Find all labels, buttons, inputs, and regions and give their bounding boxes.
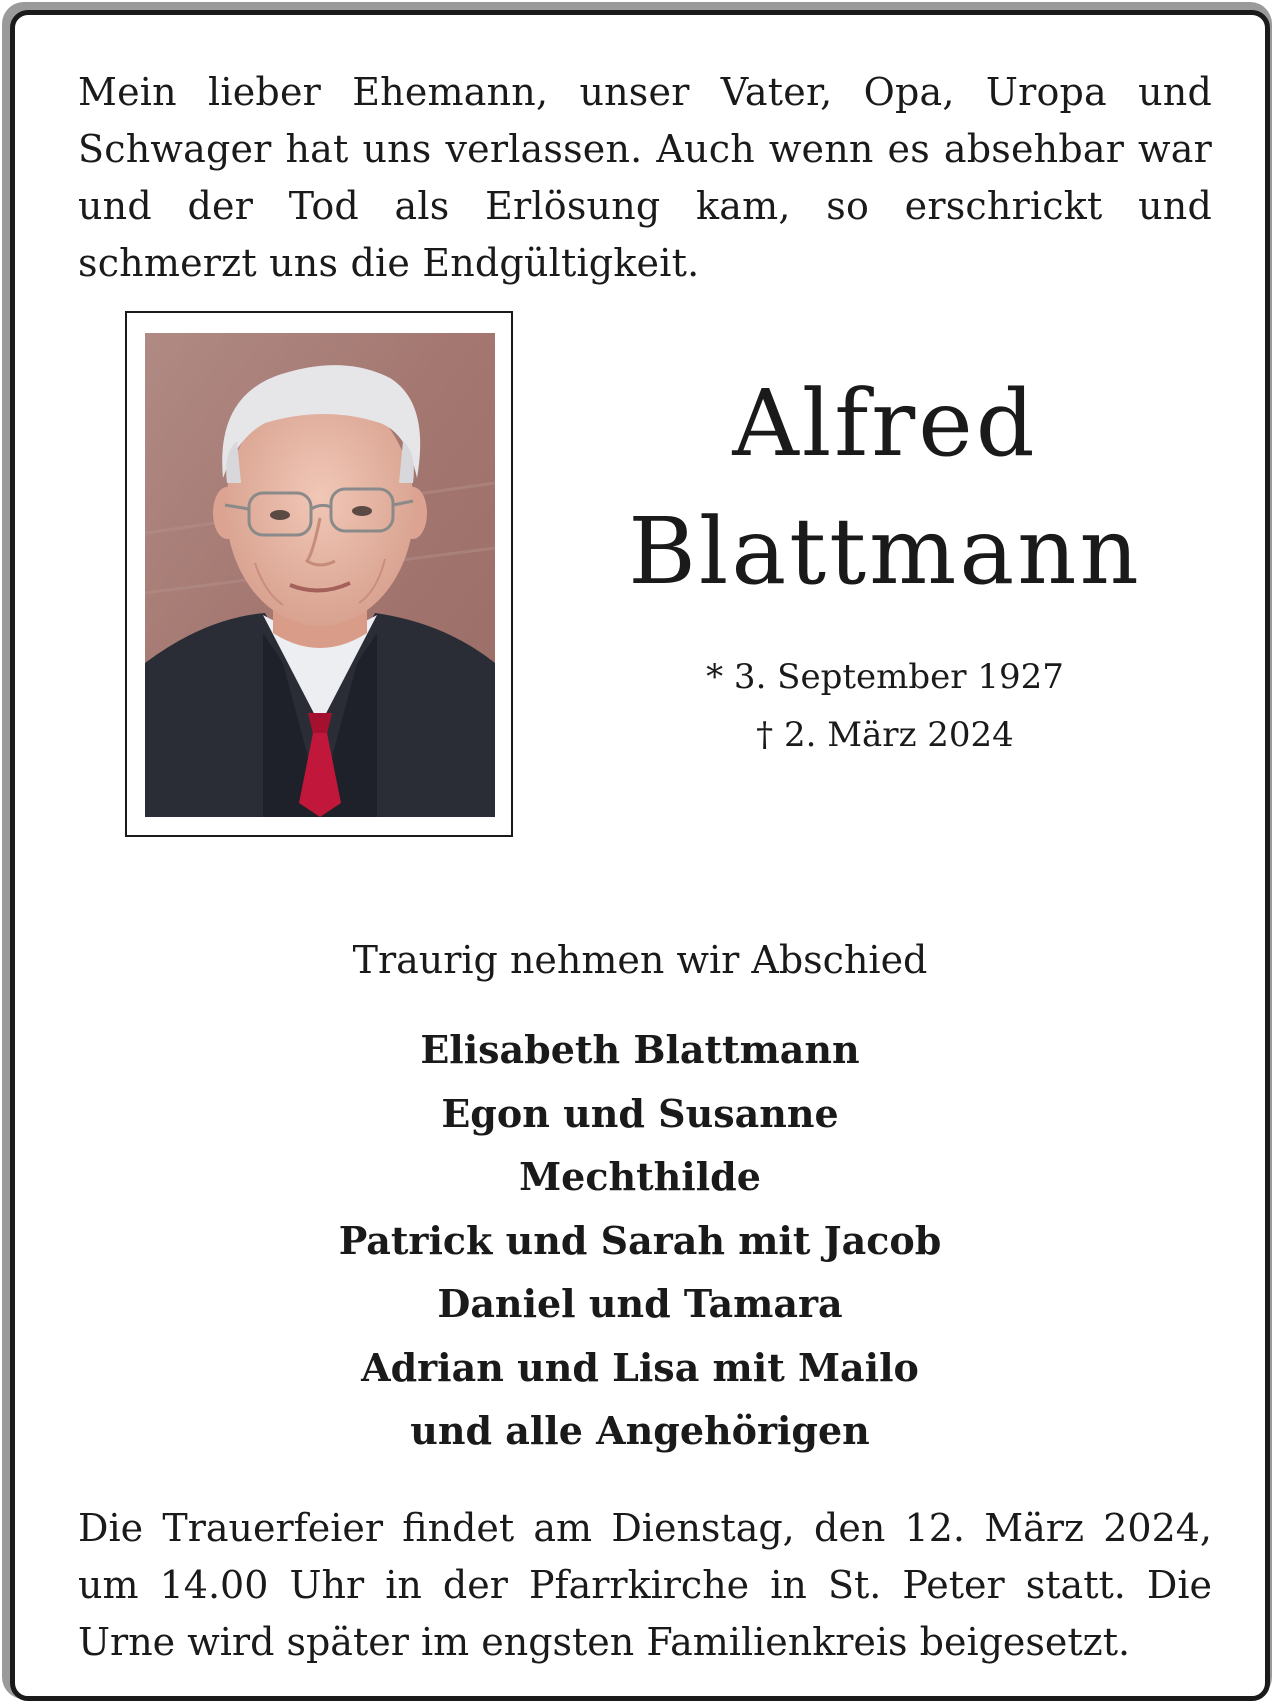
- intro-text: Mein lieber Ehemann, unser Vater, Opa, Uropa und Schwager hat uns verlassen. Auch wenn es absehbar war und der Tod als Erlösung kam, so erschrickt und schmerzt uns die Endgültigkeit.: [78, 70, 1212, 285]
- deceased-last-name: Blattmann: [628, 498, 1142, 605]
- mourner-name: und alle Angehörigen: [410, 1408, 870, 1453]
- portrait-photo: [145, 333, 495, 817]
- mourners-list: [140, 1018, 1140, 1463]
- portrait-frame: [125, 311, 513, 837]
- mourner-name: Patrick und Sarah mit Jacob: [338, 1217, 942, 1263]
- mourner-name: Daniel und Tamara: [437, 1281, 843, 1326]
- service-info: Die Trauerfeier findet am Dienstag, den 12. März 2024, um 14.00 Uhr in der Pfarrkirche in St. Peter statt. Die Urne wird später im engsten Familienkreis beigesetzt.: [78, 1506, 1212, 1664]
- mourner-name: Adrian und Lisa mit Mailo: [361, 1344, 919, 1390]
- mourner-name: Mechthilde: [519, 1154, 761, 1199]
- farewell-line: Traurig nehmen wir Abschied: [352, 938, 928, 982]
- life-dates: [560, 648, 1210, 764]
- mourner-name: Elisabeth Blattmann: [420, 1027, 860, 1072]
- deceased-first-name: Alfred: [732, 370, 1038, 477]
- mourner-name: Egon und Susanne: [441, 1090, 839, 1136]
- death-date: † 2. März 2024: [756, 715, 1014, 755]
- deceased-name: [560, 360, 1210, 616]
- birth-date: * 3. September 1927: [706, 657, 1064, 697]
